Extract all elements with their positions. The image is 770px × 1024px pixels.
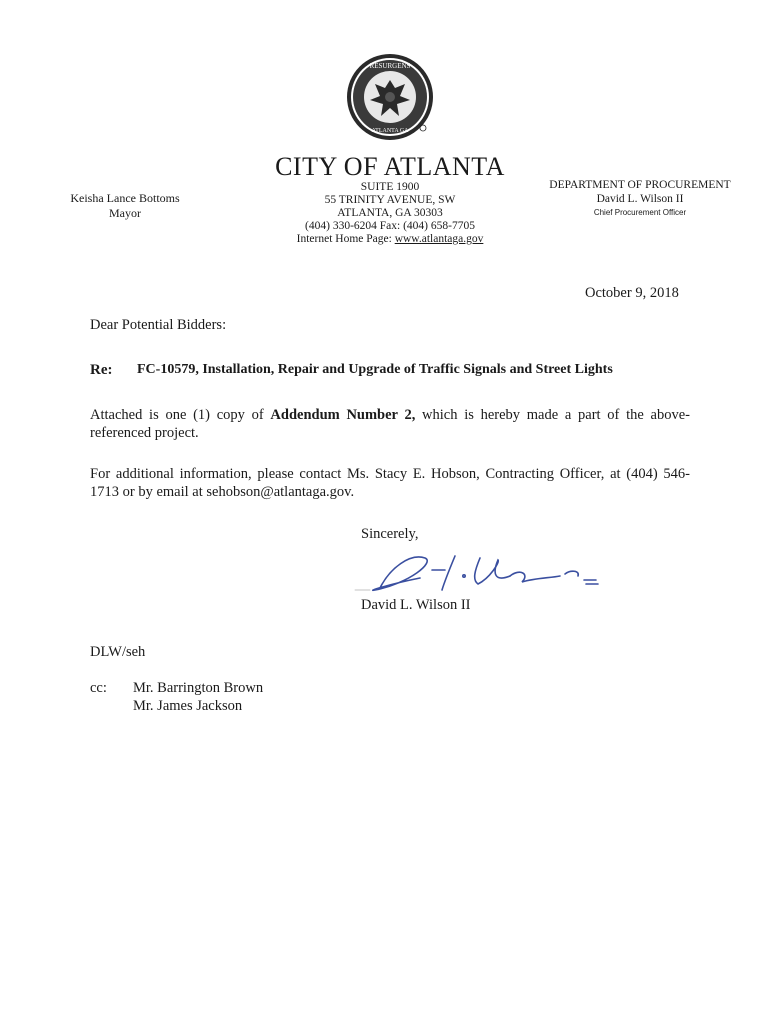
closing: Sincerely, bbox=[361, 526, 419, 542]
city-seal-logo bbox=[345, 52, 435, 142]
signature-image bbox=[350, 548, 620, 598]
department-officer-title: Chief Procurement Officer bbox=[593, 208, 687, 217]
re-label: Re: bbox=[90, 362, 113, 378]
homepage-link[interactable]: www.atlantaga.gov bbox=[394, 233, 484, 245]
department-block bbox=[540, 178, 740, 220]
svg-text:RESURGENS: RESURGENS bbox=[369, 62, 411, 70]
letter-date: October 9, 2018 bbox=[585, 285, 679, 301]
address-homepage bbox=[240, 233, 540, 246]
svg-text:ATLANTA GA: ATLANTA GA bbox=[371, 128, 409, 134]
cc-label: cc: bbox=[90, 680, 107, 696]
signer-name: David L. Wilson II bbox=[361, 597, 471, 613]
addendum-text-after: which is hereby made a part of the above-referenced project. bbox=[90, 407, 690, 441]
address-phone-fax: (404) 330-6204 Fax: (404) 658-7705 bbox=[305, 220, 475, 232]
department-officer: David L. Wilson II bbox=[596, 193, 684, 205]
mayor-title: Mayor bbox=[109, 206, 141, 220]
cc-recipient: Mr. James Jackson bbox=[133, 698, 243, 714]
mayor-block bbox=[55, 191, 195, 221]
contact-paragraph: For additional information, please contact Ms. Stacy E. Hobson, Contracting Officer, at (404) 546-1713 or by email at sehobson@atlantaga.gov. bbox=[90, 466, 690, 500]
department-name: DEPARTMENT OF PROCUREMENT bbox=[549, 179, 731, 191]
typist-initials: DLW/seh bbox=[90, 644, 146, 660]
letter-greeting: Dear Potential Bidders: bbox=[90, 317, 227, 333]
re-subject: FC-10579, Installation, Repair and Upgrade of Traffic Signals and Street Lights bbox=[137, 362, 613, 377]
city-name-heading: CITY OF ATLANTA bbox=[275, 152, 505, 181]
address-city-state-zip: ATLANTA, GA 30303 bbox=[337, 207, 443, 219]
addendum-text-before: Attached is one (1) copy of bbox=[90, 407, 271, 423]
address-street: 55 TRINITY AVENUE, SW bbox=[324, 194, 456, 206]
cc-recipient: Mr. Barrington Brown bbox=[133, 680, 264, 696]
cc-list bbox=[133, 679, 263, 715]
homepage-label: Internet Home Page: bbox=[296, 233, 392, 245]
addendum-number: Addendum Number 2, bbox=[270, 407, 416, 423]
addendum-paragraph bbox=[90, 406, 690, 442]
address-suite: SUITE 1900 bbox=[360, 181, 420, 193]
mayor-name: Keisha Lance Bottoms bbox=[70, 191, 180, 205]
